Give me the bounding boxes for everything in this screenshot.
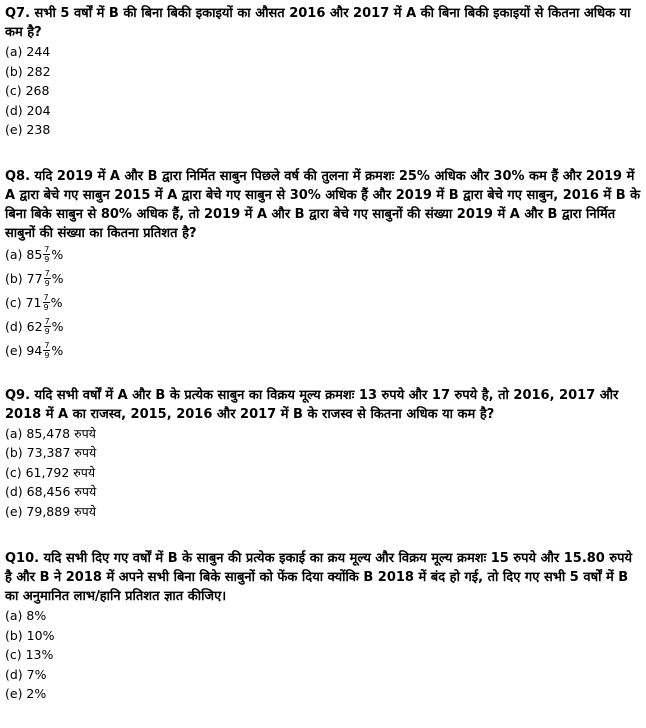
option-list — [5, 42, 641, 140]
percent-sign: % — [50, 294, 63, 310]
fraction — [43, 341, 50, 360]
option-list — [5, 243, 641, 363]
fraction-denominator: 9 — [44, 350, 50, 360]
fraction — [44, 317, 51, 336]
percent-sign: % — [51, 246, 64, 262]
option-a — [5, 243, 641, 267]
question-text: Q8. यदि 2019 में A और B द्वारा निर्मित साबुन पिछले वर्ष की तुलना में क्रमशः 25% अधिक और 30% कम हैं और 2019 में A द्वारा बेचे गए साबुन 2015 में A द्वारा बेचे गए साबुन से 30% अधिक हैं और 2019 में B द्वारा बेचे गए साबुन, 2016 में B के बिना बिके साबुन से 80% अधिक हैं, तो 2019 में A और B द्वारा बेचे गए साबुनों की संख्या 2019 में A और B द्वारा निर्मित साबुनों की संख्या का कितना प्रतिशत है? — [5, 168, 641, 241]
option-b: (b) 10% — [5, 627, 55, 643]
question-document — [5, 4, 641, 704]
option-label: (c) 71 — [5, 294, 42, 310]
fraction — [43, 293, 50, 312]
option-d: (d) 7% — [5, 666, 47, 682]
percent-sign: % — [51, 270, 64, 286]
percent-sign: % — [51, 342, 64, 358]
fraction-numerator: 7 — [44, 244, 50, 254]
fraction-numerator: 7 — [44, 316, 50, 326]
option-b — [5, 267, 641, 291]
fraction-numerator: 7 — [44, 268, 50, 278]
question-text: Q9. यदि सभी वर्षों में A और B के प्रत्येक साबुन का विक्रय मूल्य क्रमशः 13 रुपये और 17 रुपये है, तो 2016, 2017 और 2018 में A का राजस्व, 2015, 2016 और 2017 में B के राजस्व से कितना अधिक या कम है? — [5, 387, 619, 422]
option-d — [5, 315, 641, 339]
fraction-denominator: 9 — [44, 326, 50, 336]
option-e: (e) 2% — [5, 686, 47, 701]
question-q10 — [5, 549, 641, 704]
option-c: (c) 268 — [5, 83, 50, 98]
question-q7 — [5, 4, 641, 140]
fraction-numerator: 7 — [43, 292, 49, 302]
option-c — [5, 291, 641, 315]
option-list — [5, 424, 641, 522]
option-list — [5, 606, 641, 704]
question-q9 — [5, 386, 641, 522]
option-e — [5, 339, 641, 363]
option-d: (d) 204 — [5, 102, 51, 118]
option-label: (d) 62 — [5, 318, 43, 334]
option-c: (c) 13% — [5, 647, 54, 662]
option-label: (e) 94 — [5, 342, 43, 358]
option-d: (d) 68,456 रुपये — [5, 484, 97, 499]
option-a: (a) 244 — [5, 44, 51, 59]
option-label: (a) 85 — [5, 246, 43, 262]
option-b: (b) 282 — [5, 63, 51, 79]
question-text: Q10. यदि सभी दिए गए वर्षों में B के साबुन की प्रत्येक इकाई का क्रय मूल्य और विक्रय मूल्य क्रमशः 15 रुपये और 15.80 रुपये है और B ने 2018 में अपने सभी बिना बिके साबुनों को फेंक दिया क्योंकि B 2018 में बंद हो गई, तो दिए गए सभी 5 वर्षों में B का अनुमानित लाभ/हानि प्रतिशत ज्ञात कीजिए। — [5, 551, 633, 604]
question-text: Q7. सभी 5 वर्षों में B की बिना बिकी इकाइयों का औसत 2016 और 2017 में A की बिना बिकी इकाइयों से कितना अधिक या कम है? — [5, 6, 631, 40]
fraction-numerator: 7 — [44, 340, 50, 350]
option-a: (a) 85,478 रुपये — [5, 425, 96, 441]
fraction — [43, 245, 50, 264]
fraction-denominator: 9 — [43, 302, 49, 312]
option-e: (e) 79,889 रुपये — [5, 503, 96, 519]
option-a: (a) 8% — [5, 608, 47, 623]
fraction — [44, 269, 51, 288]
option-b: (b) 73,387 रुपये — [5, 445, 97, 460]
fraction-denominator: 9 — [44, 254, 50, 264]
option-label: (b) 77 — [5, 270, 43, 286]
question-q8 — [5, 167, 641, 363]
fraction-denominator: 9 — [44, 278, 50, 288]
option-c: (c) 61,792 रुपये — [5, 464, 96, 480]
percent-sign: % — [51, 318, 64, 334]
option-e: (e) 238 — [5, 122, 51, 137]
